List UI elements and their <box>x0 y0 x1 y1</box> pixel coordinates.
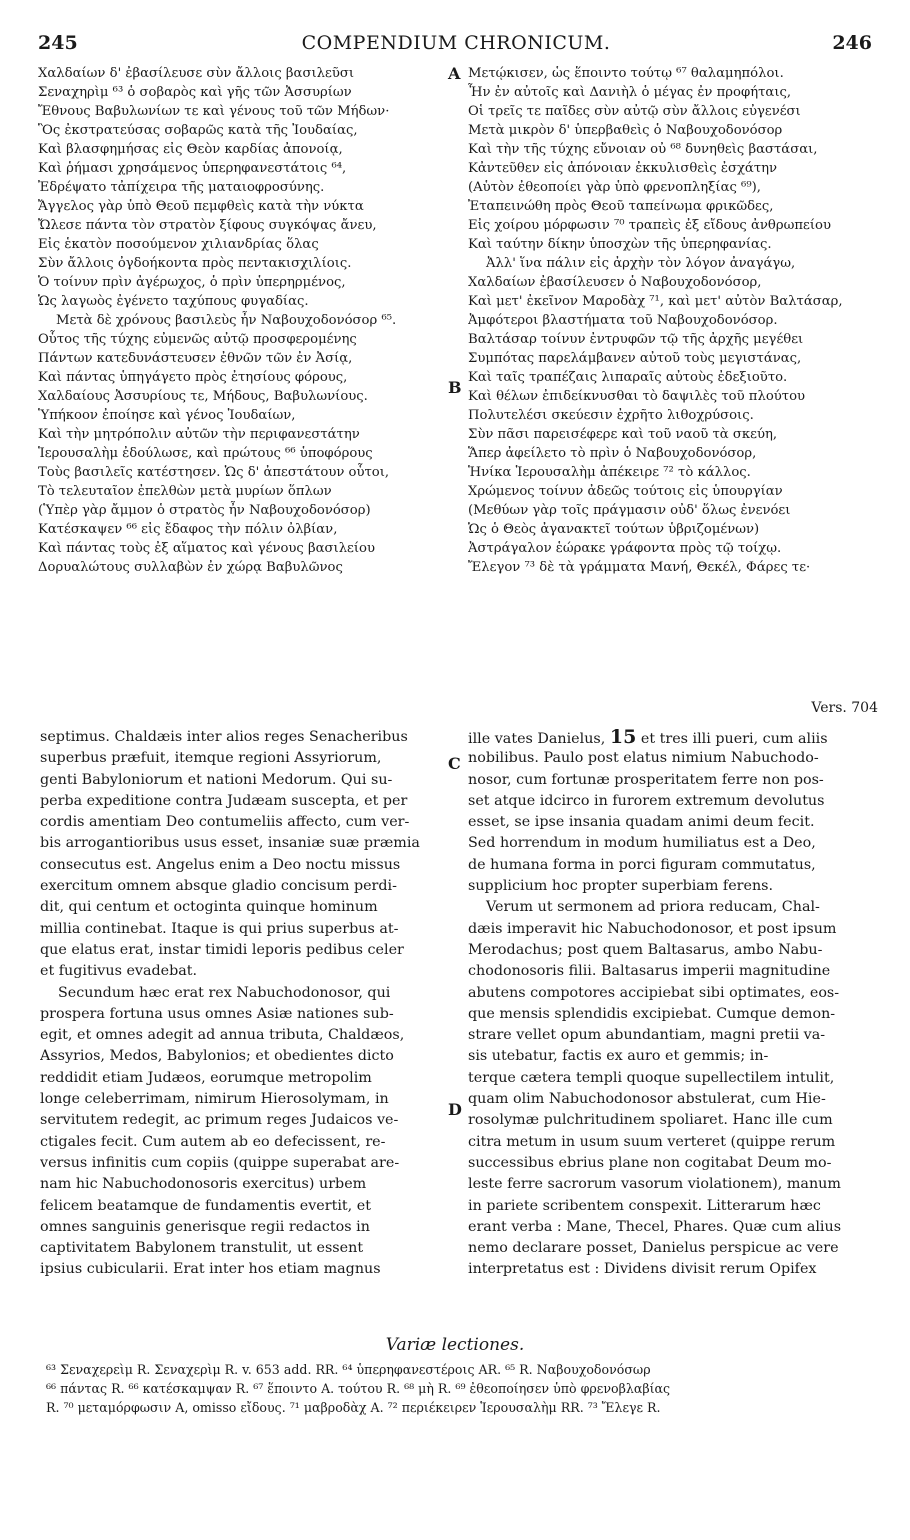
greek-verse-line: Ὃς ἐκστρατεύσας σοβαρῶς κατὰ τῆς Ἰουδαίας, <box>38 123 358 138</box>
latin-line: terque cætera templi quoque supellectilem intulit, <box>468 1069 835 1086</box>
greek-verse-line: Ἅπερ ἀφείλετο τὸ πρὶν ὁ Ναβουχοδονόσορ, <box>468 446 757 461</box>
greek-verse-line: Ἦν ἐν αὐτοῖς καὶ Δανιὴλ ὁ μέγας ἐν προφήταις, <box>468 85 792 100</box>
latin-line: nam hic Nabuchodonosoris exercitus) urbem <box>40 1176 367 1193</box>
greek-verse-line: Καὶ πάντας τοὺς ἐξ αἵματος καὶ γένους βασιλείου <box>38 541 376 556</box>
latin-line: septimus. Chaldæis inter alios reges Senacheribus <box>40 729 408 745</box>
latin-line: genti Babyloniorum et nationi Medorum. Qui su- <box>40 771 393 788</box>
variant-note-line: ⁶³ Σεναχερεὶμ R. Σεναχερὶμ R. v. 653 add. RR. ⁶⁴ ὑπερηφανεστέροις AR. ⁶⁵ R. Ναβουχοδονόσωρ <box>46 1362 651 1377</box>
greek-verse-line: Μετῴκισεν, ὡς ἕποιντο τούτῳ ⁶⁷ θαλαμηπόλοι. <box>468 66 784 81</box>
latin-line: interpretatus est : Dividens divisit rerum Opifex <box>468 1261 817 1278</box>
variae-lectiones-notes <box>46 1360 876 1417</box>
greek-verse-line: Καὶ τὴν μητρόπολιν αὐτῶν τὴν περιφανεστάτην <box>38 427 360 442</box>
page-header <box>38 32 874 58</box>
latin-line: citra metum in usum suum verteret (quippe rerum <box>468 1133 836 1150</box>
greek-verse-line: Ἱερουσαλὴμ ἐδούλωσε, καὶ πρώτους ⁶⁶ ὑποφόρους <box>38 446 373 461</box>
variant-note-line: ⁶⁶ πάντας R. ⁶⁶ κατέσκαμψαν R. ⁶⁷ ἕποιντο A. τούτου R. ⁶⁸ μὴ R. ⁶⁹ ἐθεοποίησεν ὑπὸ φρενοβλαβίας <box>46 1381 671 1396</box>
latin-line: que elatus erat, instar timidi leporis pedibus celer <box>40 941 404 958</box>
latin-line: perba expeditione contra Judæam suscepta, et per <box>40 792 408 809</box>
greek-verse-line: (Μεθύων γὰρ τοῖς πράγμασιν οὐδ' ὅλως ἐνενόει <box>468 503 791 518</box>
latin-line: sis utebatur, factis ex auro et gemmis; in- <box>468 1048 769 1065</box>
greek-verse-line: Ἀστράγαλον ἑώρακε γράφοντα πρὸς τῷ τοίχῳ. <box>468 541 782 556</box>
latin-line: bis arrogantioribus usus esset, insaniæ suæ præmia <box>40 835 420 852</box>
greek-verse-line: Οἱ τρεῖς τε παῖδες σὺν αὐτῷ σὺν ἄλλοις εὐγενέσι <box>468 104 801 119</box>
greek-verse-line: Μετὰ μικρὸν δ' ὑπερβαθεὶς ὁ Ναβουχοδονόσορ <box>468 123 783 138</box>
greek-verse-line: Χρώμενος τοίνυν ἀδεῶς τούτοις εἰς ὑπουργίαν <box>468 484 783 499</box>
latin-line <box>468 727 876 748</box>
greek-verse-line: Ἀμφότεροι βλαστήματα τοῦ Ναβουχοδονόσορ. <box>468 313 778 328</box>
greek-verse-line: Καὶ μετ' ἐκεῖνον Μαροδὰχ ⁷¹, καὶ μετ' αὐτὸν Βαλτάσαρ, <box>468 294 843 309</box>
greek-verse-line: Καὶ τὴν τῆς τύχης εὔνοιαν οὐ ⁶⁸ δυνηθεὶς βαστάσαι, <box>468 142 818 157</box>
latin-line: supplicium hoc propter superbiam ferens. <box>468 878 774 895</box>
greek-verse-line: Σὺν πᾶσι παρεισέφερε καὶ τοῦ ναοῦ τὰ σκεύη, <box>468 427 778 442</box>
greek-verse-line: Πολυτελέσι σκεύεσιν ἐχρῆτο λιθοχρύσοις. <box>468 408 754 423</box>
greek-verse-line: Ἔλεγον ⁷³ δὲ τὰ γράμματα Μανή, Θεκέλ, Φάρες τε· <box>468 560 811 575</box>
greek-verse-line: Δορυαλώτους συλλαβὼν ἐν χώρᾳ Βαβυλῶνος <box>38 560 343 575</box>
greek-verse-line: Πάντων κατεδυνάστευσεν ἐθνῶν τῶν ἐν Ἀσίᾳ, <box>38 351 353 366</box>
greek-verse-line: Χαλδαίους Ἀσσυρίους τε, Μήδους, Βαβυλωνίους. <box>38 389 368 404</box>
greek-verse-line: Καὶ ῥήμασι χρησάμενος ὑπερηφανεστάτοις ⁶⁴, <box>38 161 347 176</box>
latin-line: nemo declarare posset, Danielus perspicue ac vere <box>468 1240 839 1257</box>
variae-lectiones-title: Variæ lectiones. <box>385 1335 525 1355</box>
latin-line: Verum ut sermonem ad priora reducam, Chal- <box>486 899 820 916</box>
latin-line: chodonosoris filii. Baltasarus imperii magnitudine <box>468 963 831 980</box>
greek-verse-line: Κατέσκαψεν ⁶⁶ εἰς ἔδαφος τὴν πόλιν ὀλβίαν, <box>38 522 338 537</box>
greek-verse-line: Συμπότας παρελάμβανεν αὐτοῦ τοὺς μεγιστάνας, <box>468 351 802 366</box>
verse-number: Vers. 704 <box>811 700 878 716</box>
greek-verse-line: Ἐδρέψατο τἀπίχειρα τῆς ματαιοφροσύνης. <box>38 180 325 195</box>
latin-line: in pariete scribentem conspexit. Litterarum hæc <box>468 1197 821 1214</box>
latin-line: dæis imperavit hic Nabuchodonosor, et post ipsum <box>468 920 837 937</box>
latin-line: nobilibus. Paulo post elatus nimium Nabuchodo- <box>468 750 819 767</box>
latin-line: nosor, cum fortunæ prosperitatem ferre non pos- <box>468 771 824 788</box>
latin-line: superbus præfuit, itemque regioni Assyriorum, <box>40 750 382 767</box>
greek-verse-line: Εἰς ἑκατὸν ποσούμενον χιλιανδρίας ὅλας <box>38 237 319 252</box>
latin-line: prospera fortuna usus omnes Asiæ nationes sub- <box>40 1005 394 1022</box>
greek-verse-line: Ἄγγελος γὰρ ὑπὸ Θεοῦ πεμφθεὶς κατὰ τὴν νύκτα <box>38 199 364 214</box>
latin-line: omnes sanguinis generisque regii redactos in <box>40 1218 370 1235</box>
greek-verse-line: Ὤλεσε πάντα τὸν στρατὸν ξίφους συγκόψας ἄνευ, <box>38 218 377 233</box>
latin-line: Secundum hæc erat rex Nabuchodonosor, qui <box>58 984 391 1001</box>
latin-line: dit, qui centum et octoginta quinque hominum <box>40 899 378 916</box>
greek-verse-line: Ὡς ὁ Θεὸς ἀγανακτεῖ τούτων ὑβριζομένων) <box>468 522 760 537</box>
latin-line: successibus ebrius plane non cogitabat Deum mo- <box>468 1154 832 1171</box>
greek-verse-line: Οὗτος τῆς τύχης εὐμενῶς αὐτῷ προσφερομένης <box>38 332 357 347</box>
latin-line: exercitum omnem absque gladio concisum perdi- <box>40 878 397 895</box>
page-number-left: 245 <box>38 32 78 54</box>
latin-line: Assyrios, Medos, Babylonios; et obedientes dicto <box>40 1048 394 1065</box>
greek-text-right-column <box>468 64 878 577</box>
latin-line: millia continebat. Itaque is qui prius superbus at- <box>40 920 399 937</box>
latin-line: captivitatem Babylonem transtulit, ut essent <box>40 1240 364 1257</box>
greek-verse-line: Ἐταπεινώθη πρὸς Θεοῦ ταπείνωμα φρικῶδες, <box>468 199 774 214</box>
latin-line: longe celeberrimam, nimirum Hierosolymam, in <box>40 1091 389 1108</box>
latin-line: Sed horrendum in modum humiliatus est a Deo, <box>468 835 816 852</box>
latin-line-start: ille vates Danielus, <box>468 731 606 747</box>
margin-marker-b: B <box>448 378 462 397</box>
greek-verse-line: Ἡνίκα Ἱερουσαλὴμ ἀπέκειρε ⁷² τὸ κάλλος. <box>468 465 751 480</box>
latin-line: felicem beatamque de fundamentis evertit, et <box>40 1197 371 1214</box>
latin-line: et fugitivus evadebat. <box>40 963 198 980</box>
latin-line: Merodachus; post quem Baltasarus, ambo Nabu- <box>468 941 823 958</box>
greek-verse-line: Σεναχηρὶμ ⁶³ ὁ σοβαρὸς καὶ γῆς τῶν Ἀσσυρίων <box>38 85 352 100</box>
latin-line: leste ferre sacrorum vasorum violationem), manum <box>468 1176 841 1193</box>
greek-verse-line: Καὶ ταῖς τραπέζαις λιπαραῖς αὐτοὺς ἐδεξιοῦτο. <box>468 370 788 385</box>
latin-line: set atque idcirco in furorem extremum devolutus <box>468 792 825 809</box>
greek-verse-line: Χαλδαίων δ' ἐβασίλευσε σὺν ἄλλοις βασιλεῦσι <box>38 66 355 81</box>
latin-line: ctigales fecit. Cum autem ab eo defecissent, re- <box>40 1133 386 1150</box>
greek-verse-line: (Ὑπὲρ γὰρ ἄμμον ὁ στρατὸς ἦν Ναβουχοδονόσορ) <box>38 503 371 518</box>
running-title: COMPENDIUM CHRONICUM. <box>301 32 611 54</box>
greek-verse-line: Καὶ θέλων ἐπιδείκνυσθαι τὸ δαψιλὲς τοῦ πλούτου <box>468 389 806 404</box>
latin-line: consecutus est. Angelus enim a Deo noctu missus <box>40 856 401 873</box>
greek-verse-line: Σὺν ἄλλοις ὀγδοήκοντα πρὸς πεντακισχιλίοις. <box>38 256 352 271</box>
latin-text-left-column <box>40 727 444 1281</box>
greek-verse-line: Καὶ ταύτην δίκην ὑποσχὼν τῆς ὑπερηφανίας. <box>468 237 772 252</box>
greek-verse-line: Χαλδαίων ἐβασίλευσεν ὁ Ναβουχοδονόσορ, <box>468 275 762 290</box>
latin-line: versus infinitis cum copiis (quippe superabat are- <box>40 1154 400 1171</box>
greek-text-left-column <box>38 64 444 577</box>
greek-verse-line: Μετὰ δὲ χρόνους βασιλεὺς ἦν Ναβουχοδονόσορ ⁶⁵. <box>56 313 397 328</box>
latin-line: abutens compotores accipiebat sibi optimates, eos- <box>468 984 840 1001</box>
greek-verse-line: Ἔθνους Βαβυλωνίων τε καὶ γένους τοῦ τῶν Μήδων· <box>38 104 390 119</box>
latin-line: rosolymæ pulchritudinem spoliaret. Hanc ille cum <box>468 1112 833 1129</box>
section-number: 15 <box>609 727 637 748</box>
greek-verse-line: (Αὑτὸν ἐθεοποίει γὰρ ὑπὸ φρενοπληξίας ⁶⁹), <box>468 180 761 195</box>
latin-line: ipsius cubicularii. Erat inter hos etiam magnus <box>40 1261 381 1278</box>
greek-verse-line: Τὸ τελευταῖον ἐπελθὼν μετὰ μυρίων ὅπλων <box>38 484 332 499</box>
greek-verse-line: Ἀλλ' ἵνα πάλιν εἰς ἀρχὴν τὸν λόγον ἀναγάγω, <box>486 256 796 271</box>
greek-verse-line: Εἰς χοίρου μόρφωσιν ⁷⁰ τραπεὶς ἐξ εἴδους ἀνθρωπείου <box>468 218 831 233</box>
greek-verse-line: Καὶ βλασφημήσας εἰς Θεὸν καρδίας ἀπονοίᾳ, <box>38 142 343 157</box>
page-number-right: 246 <box>832 32 872 54</box>
greek-verse-line: Τοὺς βασιλεῖς κατέστησεν. Ὡς δ' ἀπεστάτουν οὗτοι, <box>38 465 390 480</box>
latin-text-right-column <box>468 727 876 1281</box>
greek-verse-line: Ὑπήκοον ἐποίησε καὶ γένος Ἰουδαίων, <box>38 408 296 423</box>
margin-marker-a: A <box>448 64 461 83</box>
greek-verse-line: Κἀντεῦθεν εἰς ἀπόνοιαν ἐκκυλισθεὶς ἐσχάτην <box>468 161 778 176</box>
greek-verse-line: Ὁ τοίνυν πρὶν ἀγέρωχος, ὁ πρὶν ὑπερηρμένος, <box>38 275 346 290</box>
latin-line: strare vellet opum abundantiam, magni pretii va- <box>468 1027 826 1044</box>
margin-marker-d: D <box>448 1100 462 1119</box>
latin-line: de humana forma in porci figuram commutatus, <box>468 856 816 873</box>
latin-line: quam olim Nabuchodonosor abstulerat, cum Hie- <box>468 1091 826 1108</box>
greek-verse-line: Ὡς λαγωὸς ἐγένετο ταχύπους φυγαδίας. <box>38 294 309 309</box>
latin-line: cordis amentiam Deo contumeliis affecto, cum ver- <box>40 814 410 831</box>
margin-marker-c: C <box>448 754 461 773</box>
greek-verse-line: Καὶ πάντας ὑπηγάγετο πρὸς ἐτησίους φόρους, <box>38 370 348 385</box>
latin-line: que mensis splendidis excipiebat. Cumque demon- <box>468 1005 836 1022</box>
latin-line: reddidit etiam Judæos, eorumque metropolim <box>40 1069 372 1086</box>
latin-line: egit, et omnes adegit ad annua tributa, Chaldæos, <box>40 1027 405 1044</box>
latin-line: esset, se ipse insania quadam animi deum fecit. <box>468 814 815 831</box>
latin-line: servitutem redegit, ac primum reges Judaicos ve- <box>40 1112 399 1129</box>
greek-verse-line: Βαλτάσαρ τοίνυν ἐντρυφῶν τῷ τῆς ἀρχῆς μεγέθει <box>468 332 804 347</box>
variant-note-line: R. ⁷⁰ μεταμόρφωσιν A, omisso εἴδους. ⁷¹ μαβροδὰχ A. ⁷² περιέκειρεν Ἱερουσαλὴμ RR. ⁷³ Ἔλεγε R. <box>46 1400 661 1415</box>
latin-line: erant verba : Mane, Thecel, Phares. Quæ cum alius <box>468 1218 842 1235</box>
latin-line-end: et tres illi pueri, cum aliis <box>640 731 828 747</box>
